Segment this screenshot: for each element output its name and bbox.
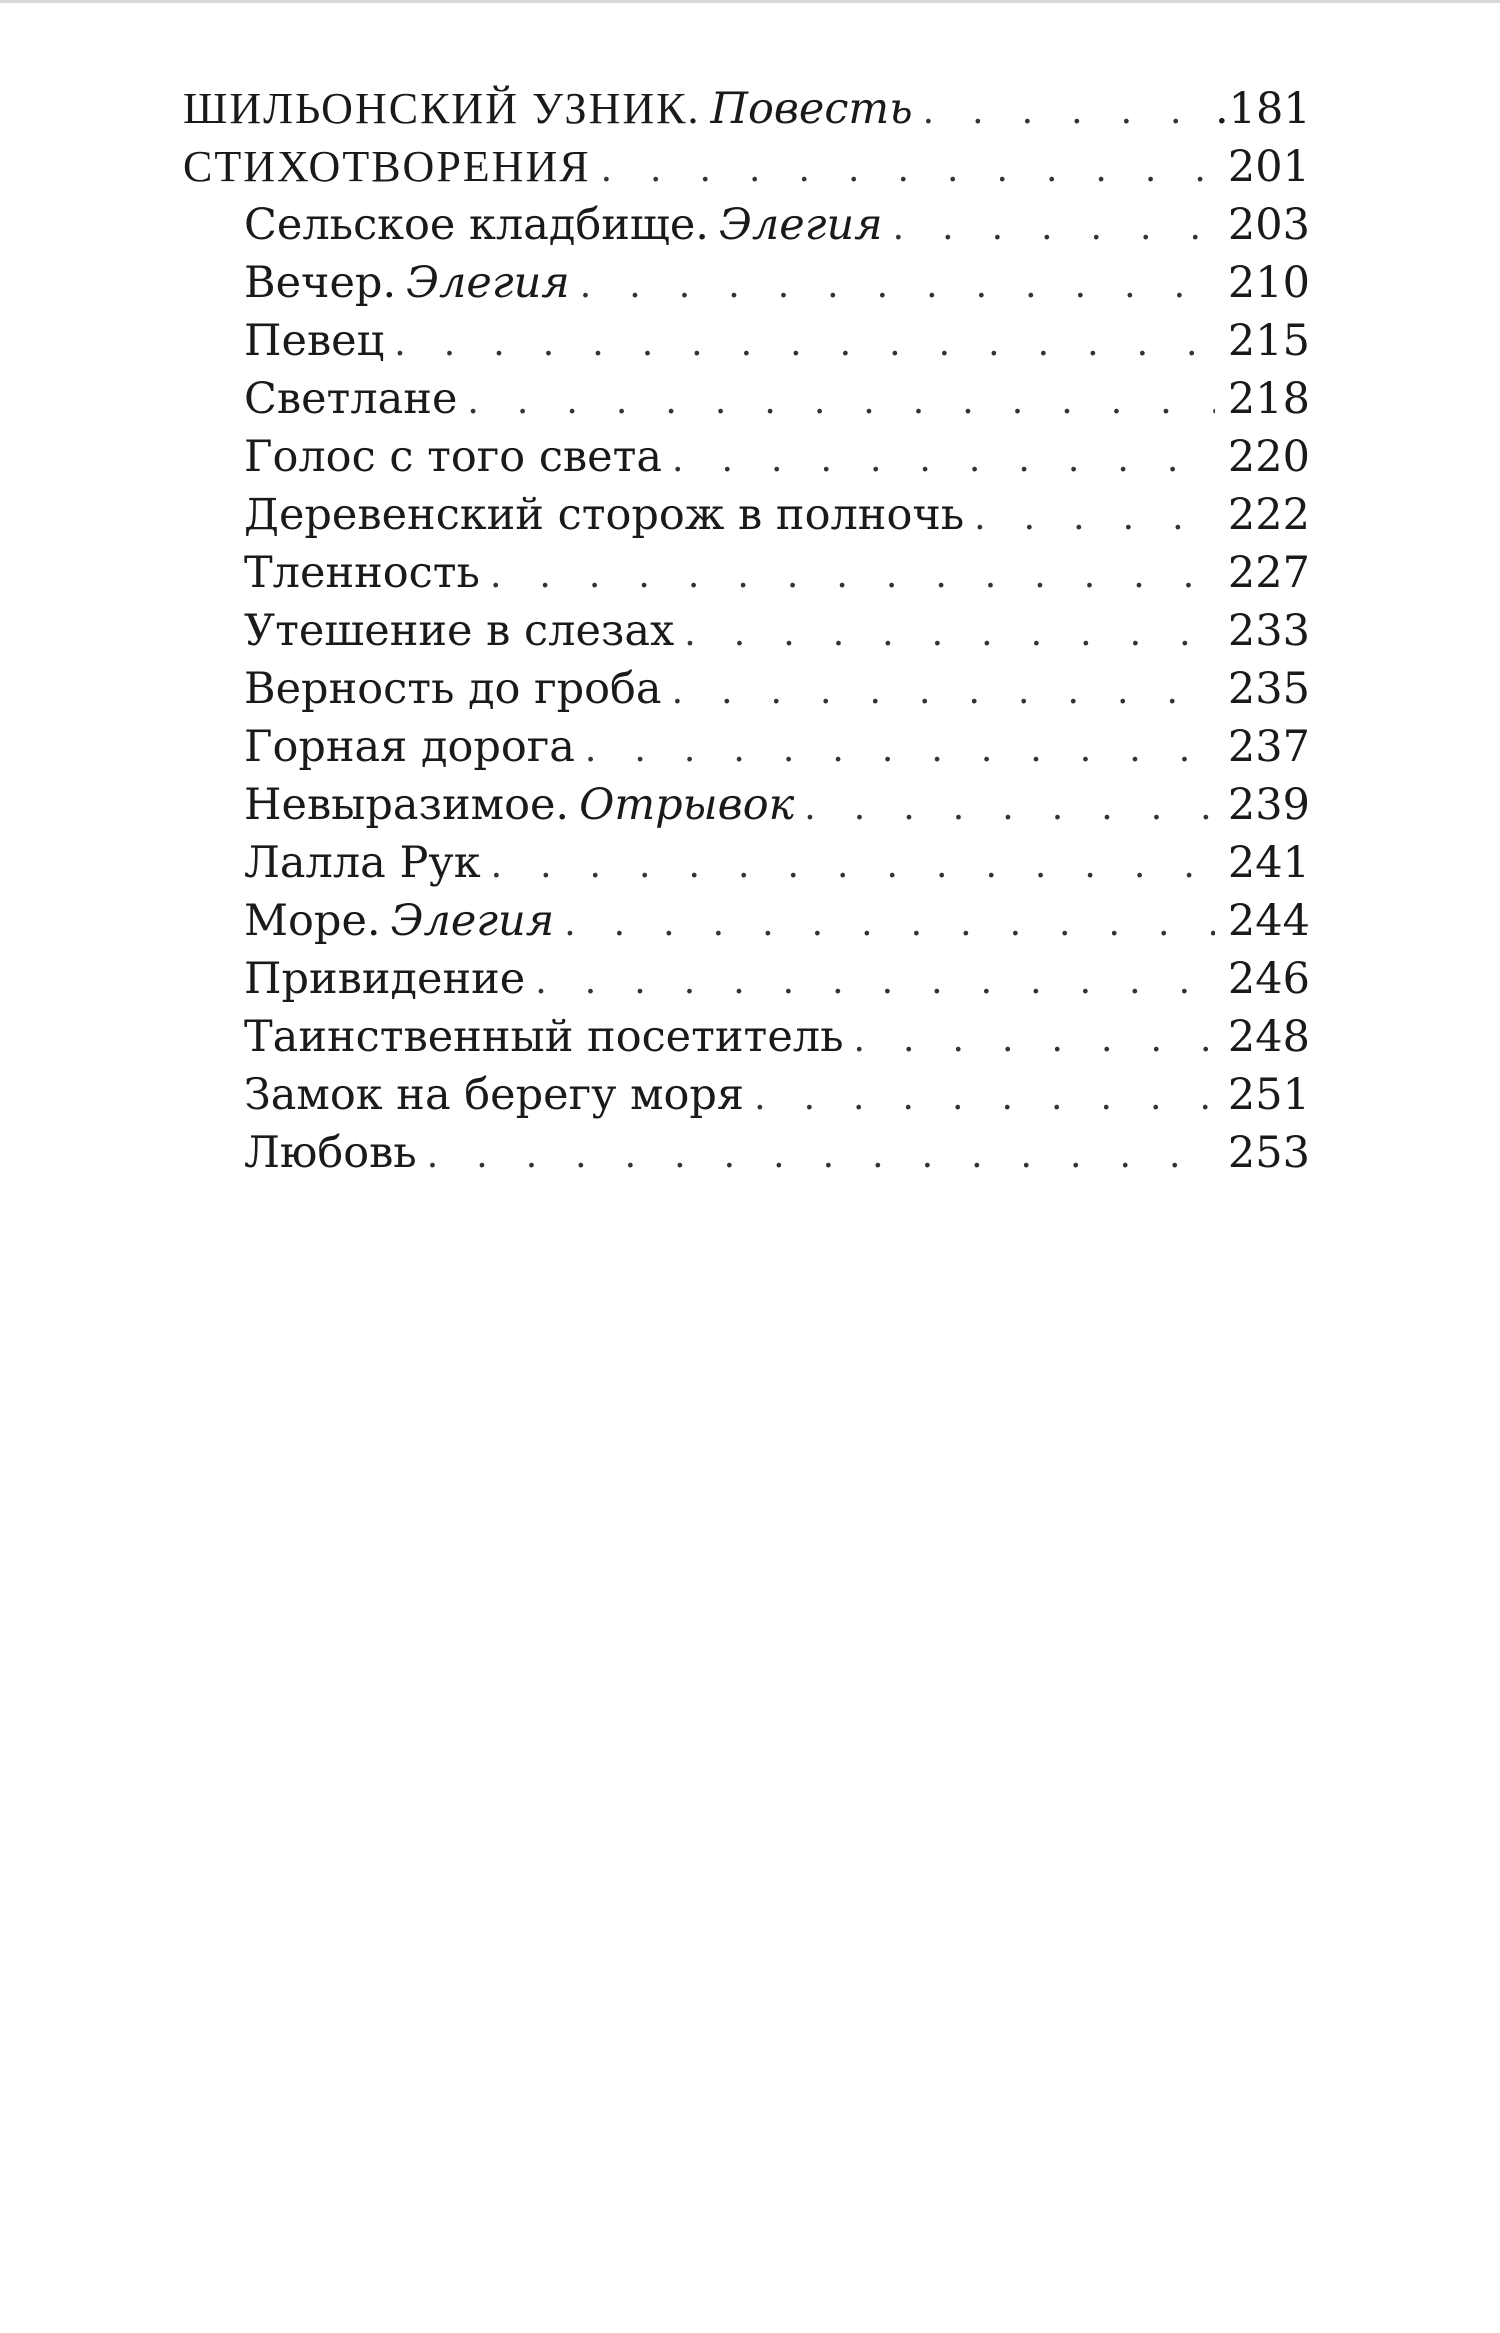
toc-entry xyxy=(183,950,1310,1008)
toc-entry xyxy=(183,80,1310,138)
toc-entry-page: 235 xyxy=(1215,660,1310,718)
dot-leader xyxy=(893,199,1215,257)
toc-entry-title: Вечер. xyxy=(244,258,397,308)
toc-entry-title-group xyxy=(244,254,580,312)
toc-entry-title: Море. xyxy=(244,896,381,946)
toc-entry-page: 251 xyxy=(1215,1066,1310,1124)
toc-entry-subtitle: Повесть xyxy=(710,84,913,134)
toc-entry-page: 244 xyxy=(1215,892,1310,950)
toc-entry-title-group xyxy=(244,776,804,834)
toc-entry-title-group xyxy=(244,834,491,892)
toc-entry-title-group xyxy=(244,196,893,254)
toc-entry-title-group xyxy=(244,1124,427,1182)
toc-entry xyxy=(183,254,1310,312)
toc-entry-title: Горная дорога xyxy=(244,722,575,772)
toc-entry-page: 253 xyxy=(1215,1124,1310,1182)
dot-leader xyxy=(580,257,1215,315)
toc-entry-page: 220 xyxy=(1215,428,1310,486)
toc-entry-title: Замок на берегу моря xyxy=(244,1070,745,1120)
toc-entry xyxy=(183,718,1310,776)
toc-entry-title-group xyxy=(183,80,923,138)
toc-entry-title: Верность до гроба xyxy=(244,664,662,714)
toc-entry-title-group xyxy=(244,950,535,1008)
toc-entry-subtitle: Элегия xyxy=(406,258,570,308)
toc-entry xyxy=(183,544,1310,602)
toc-entry xyxy=(183,138,1310,196)
toc-entry-title-group xyxy=(244,370,467,428)
toc-entry-title: Деревенский сторож в полночь xyxy=(244,490,965,540)
toc-entry-title-group xyxy=(183,138,601,196)
toc-entry-title: Светлане xyxy=(244,374,458,424)
toc-entry xyxy=(183,196,1310,254)
dot-leader xyxy=(601,141,1215,199)
toc-entry-title-group xyxy=(244,486,974,544)
toc-entry-page: 215 xyxy=(1215,312,1310,370)
toc-entry-title-group xyxy=(244,892,564,950)
toc-entry xyxy=(183,1008,1310,1066)
toc-entry-page: 210 xyxy=(1215,254,1310,312)
toc-entry xyxy=(183,312,1310,370)
toc-entry-title-group xyxy=(244,312,394,370)
dot-leader xyxy=(585,721,1215,779)
dot-leader xyxy=(427,1127,1215,1185)
toc-entry-title: Певец xyxy=(244,316,385,366)
toc-entry xyxy=(183,370,1310,428)
dot-leader xyxy=(491,837,1215,895)
toc-entry-subtitle: Отрывок xyxy=(579,780,795,830)
toc-entry xyxy=(183,776,1310,834)
toc-entry-page: 237 xyxy=(1215,718,1310,776)
dot-leader xyxy=(467,373,1215,431)
dot-leader xyxy=(754,1069,1215,1127)
dot-leader xyxy=(974,489,1215,547)
toc-entry xyxy=(183,602,1310,660)
toc-entry-page: 239 xyxy=(1215,776,1310,834)
toc-entry-title: Таинственный посетитель xyxy=(244,1012,844,1062)
toc-entry-page: 222 xyxy=(1215,486,1310,544)
dot-leader xyxy=(490,547,1215,605)
toc-entry-title-group xyxy=(244,544,490,602)
toc-entry-title: Любовь xyxy=(244,1128,417,1178)
toc-entry-title: Утешение в слезах xyxy=(244,606,675,656)
top-border-line xyxy=(0,0,1500,3)
toc-entry-page: 203 xyxy=(1215,196,1310,254)
toc-entry-title: Сельское кладбище. xyxy=(244,200,709,250)
toc-entry-title-group xyxy=(244,660,672,718)
toc-entry-page: 227 xyxy=(1215,544,1310,602)
toc-entry xyxy=(183,834,1310,892)
toc-entry-title: СТИХОТВОРЕНИЯ xyxy=(183,142,591,191)
toc-entry-title-group xyxy=(244,428,672,486)
dot-leader xyxy=(923,83,1215,141)
toc-entry-title: Привидение xyxy=(244,954,526,1004)
toc-entry-title-group xyxy=(244,718,585,776)
dot-leader xyxy=(672,431,1215,489)
toc-entry-subtitle: Элегия xyxy=(390,896,555,946)
toc-entry-title: Невыразимое. xyxy=(244,780,570,830)
toc-entry-page: .181 xyxy=(1215,80,1310,138)
toc-entry-page: 246 xyxy=(1215,950,1310,1008)
dot-leader xyxy=(564,895,1215,953)
table-of-contents xyxy=(183,80,1310,1182)
toc-entry-title-group xyxy=(244,602,684,660)
toc-entry xyxy=(183,660,1310,718)
toc-entry xyxy=(183,1124,1310,1182)
toc-entry-title: Тленность xyxy=(244,548,480,598)
toc-entry-page: 218 xyxy=(1215,370,1310,428)
toc-entry-page: 248 xyxy=(1215,1008,1310,1066)
toc-entry-title: Лалла Рук xyxy=(244,838,481,888)
toc-entry-title: Голос с того света xyxy=(244,432,662,482)
toc-entry xyxy=(183,428,1310,486)
toc-entry-title: ШИЛЬОНСКИЙ УЗНИК. xyxy=(183,84,701,133)
dot-leader xyxy=(684,605,1215,663)
toc-entry-page: 201 xyxy=(1215,138,1310,196)
dot-leader xyxy=(394,315,1215,373)
toc-entry xyxy=(183,892,1310,950)
toc-entry xyxy=(183,486,1310,544)
dot-leader xyxy=(535,953,1215,1011)
toc-entry-page: 241 xyxy=(1215,834,1310,892)
toc-entry-page: 233 xyxy=(1215,602,1310,660)
toc-entry-title-group xyxy=(244,1066,754,1124)
dot-leader xyxy=(672,663,1215,721)
toc-entry-subtitle: Элегия xyxy=(718,200,883,250)
toc-entry xyxy=(183,1066,1310,1124)
dot-leader xyxy=(854,1011,1215,1069)
dot-leader xyxy=(804,779,1215,837)
toc-entry-title-group xyxy=(244,1008,854,1066)
